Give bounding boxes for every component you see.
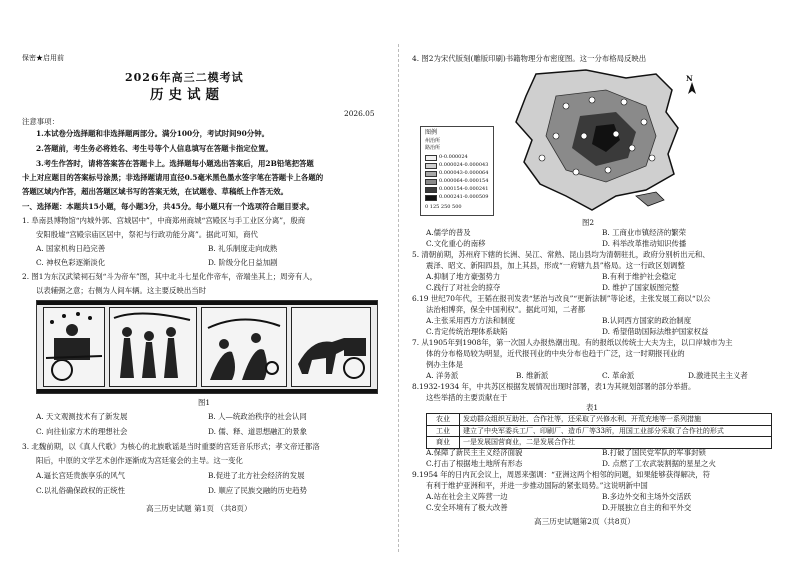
figure-1-mural <box>36 300 378 394</box>
exam-date: 2026.05 <box>344 109 375 118</box>
secret-label: 保密★启用前 <box>22 54 64 62</box>
answer-option: B. 维新派 <box>516 371 549 380</box>
mural-panel <box>201 307 287 387</box>
answer-option: D.开展独立自主的和平外交 <box>602 503 692 512</box>
question-text: 2. 图1为东汉武梁祠石刻“斗为帝车”图，其中北斗七星化作帝车，帝端坐其上；周旁有人， <box>22 272 318 281</box>
mural-panel <box>43 307 105 387</box>
answer-option: B.多边外交和主场外交活跃 <box>602 492 692 501</box>
question-text: 这些举措的主要贡献在于 <box>426 393 508 402</box>
question-text: 法治相博弈，保全中国利权”。据此可知，二者都 <box>426 305 585 314</box>
answer-option: C.文化重心的南移 <box>426 239 486 248</box>
answer-option: A. 洋务派 <box>426 371 459 380</box>
answer-option: C. 革命派 <box>602 371 635 380</box>
question-text: 6.19 世纪70年代，王韬在报刊发表“惩治与改良”“更新法制”等论述，主张发展工商以“以公 <box>412 294 711 303</box>
density-map-icon <box>496 66 708 214</box>
answer-option: C. 神权色彩逐渐淡化 <box>36 258 106 267</box>
answer-option: D. 儒、释、道思想融汇的景象 <box>208 427 308 436</box>
subject-title: 历史试题 <box>150 87 224 103</box>
answer-option: A.逼长宫廷贵族享乐的风气 <box>36 471 125 480</box>
question-text: 8.1932-1934 年，中共苏区根据发展情况出现时部署，表1为其规划部署的部分举措。 <box>412 382 696 391</box>
answer-option: B.认同西方国家的政治制度 <box>602 316 692 325</box>
question-text: 3. 北魏前期，以《真人代歌》为核心的北族歌谣是当时重要的宫廷音乐形式；孝文帝迁都洛 <box>22 442 320 451</box>
question-text: 4. 图2为宋代版刻(雕版印刷)书籍物理分布密度图。这一分布格局反映出 <box>412 54 647 63</box>
question-text: 5. 清朝前期，苏州府下辖的长洲、吴江、常熟、昆山县均为清朝驻扎，政府分别析出元和、 <box>412 250 710 259</box>
answer-option: A.保障了新民主主义经济面貌 <box>426 448 523 457</box>
question-text: 1. 阜南县博物馆“内城外郭、宫城居中”，中商郑州商城“宫殿区与手工业区分离”，殷商 <box>22 216 306 225</box>
notice-line: 1.本试卷分选择题和非选择题两部分。满分100分，考试时间90分钟。 <box>36 129 269 138</box>
table-row <box>427 414 772 426</box>
question-text: 7. 从1905年到1908年，第一次国人办报热潮出现。有的报纸以传统士大夫为主，以口岸城市为主 <box>412 338 733 347</box>
legend-item: 州治所 <box>425 138 441 144</box>
question-text: 9.1954 年的日内瓦会议上，周恩来强调：“亚洲这两个相邻的问题，如果能够获得解决，符 <box>412 470 711 479</box>
answer-option: B.打破了国民党军队的军事封锁 <box>602 448 706 457</box>
question-text: 例办主体是 <box>426 360 463 369</box>
answer-option: A.抑制了地方豪强势力 <box>426 272 501 281</box>
answer-option: B. 人—统政治秩序的社会认同 <box>208 412 307 421</box>
answer-option: A.站在社会主义阵营一边 <box>426 492 508 501</box>
answer-option: A.儒学的普及 <box>426 228 471 237</box>
answer-option: C.以礼俗确保政权的正统性 <box>36 486 126 495</box>
chariot-figure-icon <box>44 308 104 388</box>
answer-option: A.主张采用西方方法和制度 <box>426 316 515 325</box>
question-text: 以表辅弼之意；右侧为人间车辆。这主要反映出当时 <box>36 286 206 295</box>
figure-1-caption: 图1 <box>198 398 211 407</box>
question-text: 有利于维护亚洲和平，并进一步推动国际的紧张局势。”这说明新中国 <box>426 481 648 490</box>
answer-option: D. 维护了国家版图完整 <box>602 283 679 292</box>
table-cell: 一是发展国营商业，二是发展合作社 <box>460 437 772 449</box>
page-footer: 高三历史试题 第1页 （共8页） <box>146 504 252 513</box>
page-divider <box>398 44 399 552</box>
legend-item: 0.000024-0.000043 <box>439 162 489 168</box>
answer-option: B.促进了北方社会经济的发展 <box>208 471 305 480</box>
page-one <box>22 0 384 565</box>
answer-option: B. 礼乐制度走向成熟 <box>208 244 278 253</box>
notice-line: 3.考生作答时，请将答案答在答题卡上。选择题每小题选出答案后，用2B铅笔把答题 <box>36 159 314 168</box>
map-legend <box>420 126 494 216</box>
answer-option: A. 国家机构日趋完善 <box>36 244 106 253</box>
figure-2-map <box>496 66 708 214</box>
answer-option: D. 希望借助国际法维护国家权益 <box>602 327 709 336</box>
answer-option: D.激进民主主义者 <box>688 371 748 380</box>
answer-option: B. 工商业市镇经济的繁荣 <box>602 228 687 237</box>
question-text: 阳后，中原的文学艺术创作逐渐成为宫廷宴会的主导。这一变化 <box>36 456 243 465</box>
question-text: 安阳殷墟“宫殿宗庙区居中，祭祀与行政功能分离”。据此可知，商代 <box>36 230 258 239</box>
attendants-figure-icon <box>110 308 196 388</box>
answer-option: B.有利于维护社会稳定 <box>602 272 677 281</box>
table-head-cell: 工业 <box>427 425 460 437</box>
table-row <box>427 425 772 437</box>
page-two <box>412 0 784 565</box>
answer-option: C.安全环境有了极大改善 <box>426 503 508 512</box>
answer-option: D. 顺应了民族交融的历史趋势 <box>208 486 308 495</box>
table-1 <box>426 413 772 449</box>
table-head-cell: 商业 <box>427 437 460 449</box>
answer-option: C.肯定传统治理体系缺陷 <box>426 327 508 336</box>
table-head-cell: 农业 <box>427 414 460 426</box>
page-footer: 高三历史试题第2页（共8页） <box>534 517 635 526</box>
mural-panel <box>291 307 371 387</box>
figure-2-caption: 图2 <box>582 218 595 227</box>
answer-option: D. 科举改革推动知识传播 <box>602 239 687 248</box>
legend-item: 0.000064-0.000154 <box>439 178 489 184</box>
seated-figures-icon <box>202 308 286 388</box>
legend-item: 0.000043-0.000064 <box>439 170 489 176</box>
horse-carriage-icon <box>292 308 370 388</box>
answer-option: D. 点燃了工农武装割据的星星之火 <box>602 459 716 468</box>
legend-item: 路治所 <box>425 145 441 151</box>
answer-option: C.打击了根据地土地所有形态 <box>426 459 523 468</box>
legend-item: 0.000154-0.000241 <box>439 186 489 192</box>
north-arrow-label: N <box>686 74 693 83</box>
map-scale: 0 125 250 500 <box>425 204 462 210</box>
table-cell: 发动群众组织互助社、合作社等，还采取了兴修水利、开荒充地等一系列措施 <box>460 414 772 426</box>
answer-option: D. 阶级分化日益加剧 <box>208 258 278 267</box>
notice-heading: 注意事项： <box>22 117 59 126</box>
notice-line: 卡上对应题目的答案标号涂黑；非选择题请用直径0.5毫米黑色墨水签字笔在答题卡上各题的 <box>22 173 324 182</box>
answer-option: C.践行了对社会的掠夺 <box>426 283 501 292</box>
mural-panel <box>109 307 197 387</box>
table-row <box>427 437 772 449</box>
notice-line: 答题区域内作答，超出答题区域书写的答案无效，在试题卷、草稿纸上作答无效。 <box>22 187 289 196</box>
table-caption: 表1 <box>586 403 599 412</box>
legend-item: 0.000241-0.000509 <box>439 194 489 200</box>
answer-option: A. 天文观测技术有了新发展 <box>36 412 128 421</box>
section-heading: 一、选择题：本题共15小题，每小题3分，共45分。每小题只有一个选项符合题目要求。 <box>22 202 314 211</box>
notice-line: 2.答题前，考生务必将姓名、考生号等个人信息填写在答题卡指定位置。 <box>36 144 273 153</box>
question-text: 体的分布格局较为明显，近代报刊业的中央分布也趋于广泛，这一时期报刊业的 <box>426 349 685 358</box>
exam-title: 2026年高三二模考试 <box>125 71 244 84</box>
answer-option: C. 向往仙家方术的理想社会 <box>36 427 128 436</box>
legend-title: 图例 <box>425 129 438 136</box>
question-text: 震泽、昭文、新阳四县，加上其县，形成“一府辖九县”格局。这一行政区划调整 <box>426 261 685 270</box>
north-arrow-icon <box>688 82 696 94</box>
legend-item: 0-0.000024 <box>439 154 468 160</box>
table-cell: 建立了中央军委兵工厂、印刷厂、造币厂等33所，用国工业部分采取了合作社的形式 <box>460 425 772 437</box>
